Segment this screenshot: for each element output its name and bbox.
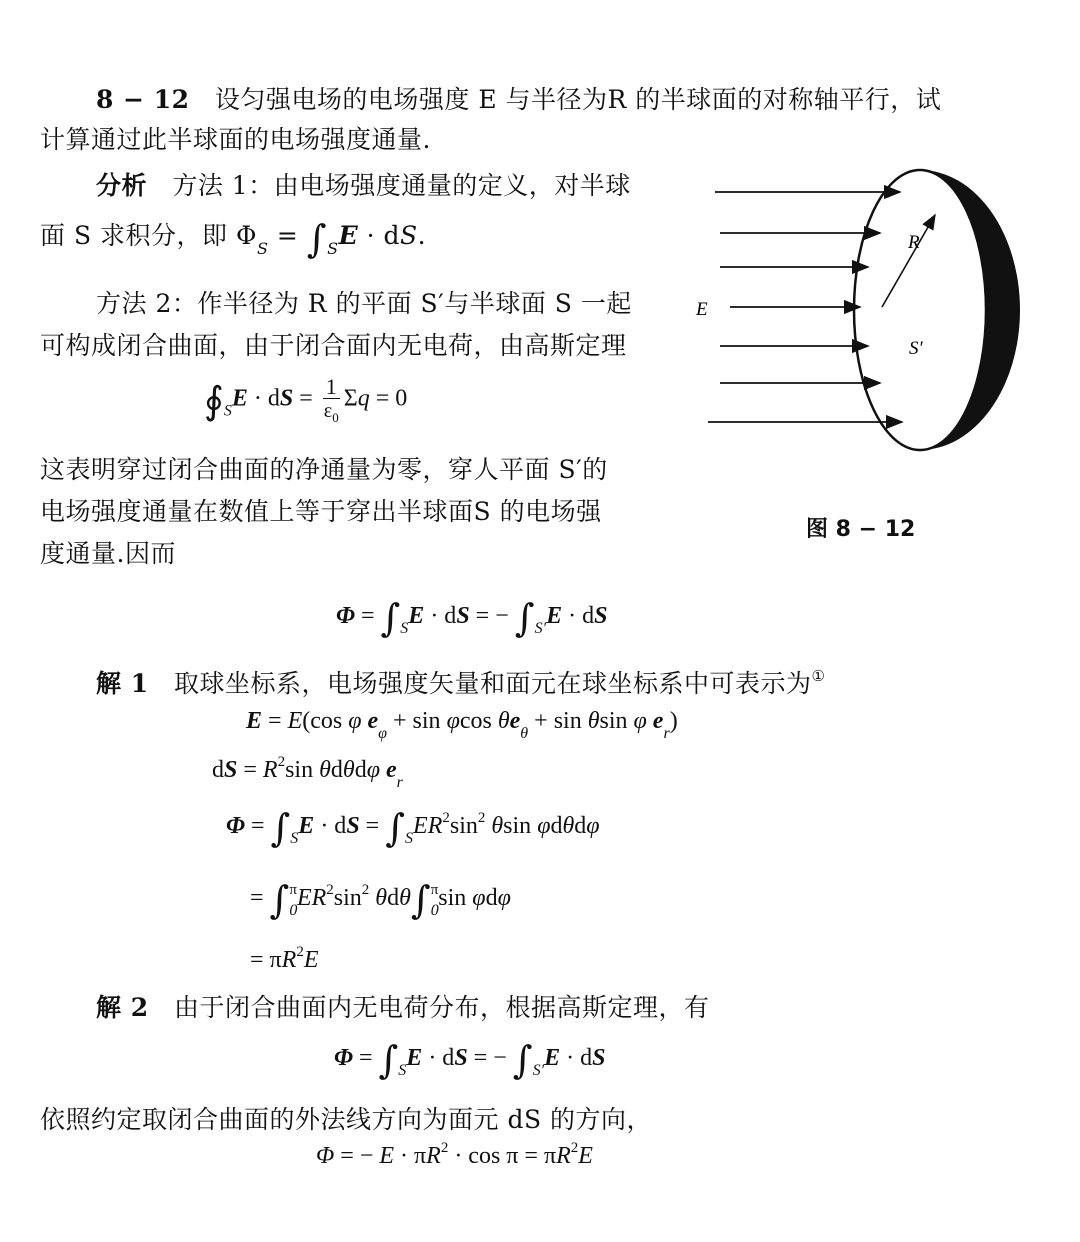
analysis-label: 分析 <box>96 171 148 200</box>
field-lines <box>708 192 902 422</box>
method1-text-2: 面 S 求积分，即 Φ <box>40 221 257 250</box>
gauss-law-equation: $∮_SE$ · dS = $\frac{1}{\varepsilon_0}$ Σq = 0 <box>204 374 408 425</box>
field-vector-equation: E = E(cos φ $e_\varphi + \sin \varphi\cos$ $\theta e_\theta + \sin \theta\sin$ φ $e_r$) <box>246 708 678 742</box>
solution2-text: 由于闭合曲面内无电荷分布，根据高斯定理，有 <box>173 993 710 1022</box>
flux-result-1: = $\pi R^2E$ <box>250 944 319 973</box>
problem-line-2: 计算通过此半球面的电场强度通量. <box>40 125 431 154</box>
solution2-line <box>96 988 709 1024</box>
method1-flux-subscript: S <box>256 239 269 258</box>
final-equation: Φ = − $E \cdot \pi R^2 \cdot \cos \pi = \pi R^2E$ <box>316 1140 593 1169</box>
method1-text-1: 方法 1：由电场强度通量的定义，对半球 <box>172 171 631 200</box>
solution1-text: 取球坐标系，电场强度矢量和面元在球坐标系中可表示为 <box>173 669 812 698</box>
flux-relation-2: $\Phi = \int_SE$ · dS = − $\int_{S'}E$ · dS <box>334 1038 606 1082</box>
label-S-prime: S′ <box>909 338 923 359</box>
conclusion-line-1: 这表明穿过闭合曲面的净通量为零，穿人平面 S′的 <box>40 455 608 484</box>
problem-line-1 <box>96 80 941 116</box>
analysis-line-2 <box>40 216 426 261</box>
method1-integral: = $\int_SE$ · dS. <box>268 217 427 261</box>
problem-number: 8 − 12 <box>96 85 190 114</box>
solution1-label: 解 1 <box>96 669 149 698</box>
method2-line-1: 方法 2：作半径为 R 的平面 S′与半球面 S 一起 <box>96 289 632 318</box>
method2-line-2: 可构成闭合曲面，由于闭合面内无电荷，由高斯定理 <box>40 331 627 360</box>
solution1-line <box>96 664 825 700</box>
disk-s-prime <box>854 170 986 450</box>
label-R: R <box>908 232 920 253</box>
surface-element-equation: dS = $R^2\sin$ θdθdφ $e_r$ <box>212 754 403 791</box>
footnote-mark: ① <box>811 667 826 685</box>
flux-integral-2: = $\int_0^\pi ER^2\sin^2$ $\theta d\theta\int_0^\pi\sin$ φdφ <box>250 878 511 922</box>
final-text: 依照约定取闭合曲面的外法线方向为面元 dS 的方向， <box>40 1105 653 1134</box>
flux-integral-1: $\Phi = \int_SE$ · dS = $\int_SER^2\sin^2$ θsin φdθdφ <box>226 806 600 850</box>
solution2-label: 解 2 <box>96 993 149 1022</box>
flux-relation-1: $\Phi = \int_SE$ · dS = − $\int_{S'}E$ · dS <box>336 596 608 640</box>
hemisphere-shell <box>920 170 1020 450</box>
radius-line <box>882 215 935 307</box>
label-E: E <box>696 299 708 320</box>
figure-caption: 图 8 − 12 <box>806 517 916 542</box>
conclusion-line-3: 度通量.因而 <box>40 539 176 568</box>
hemisphere-figure <box>690 160 1050 480</box>
problem-text-1: 设匀强电场的电场强度 E 与半径为R 的半球面的对称轴平行，试 <box>214 85 942 114</box>
analysis-line-1 <box>96 166 631 202</box>
conclusion-line-2: 电场强度通量在数值上等于穿出半球面S 的电场强 <box>40 497 602 526</box>
